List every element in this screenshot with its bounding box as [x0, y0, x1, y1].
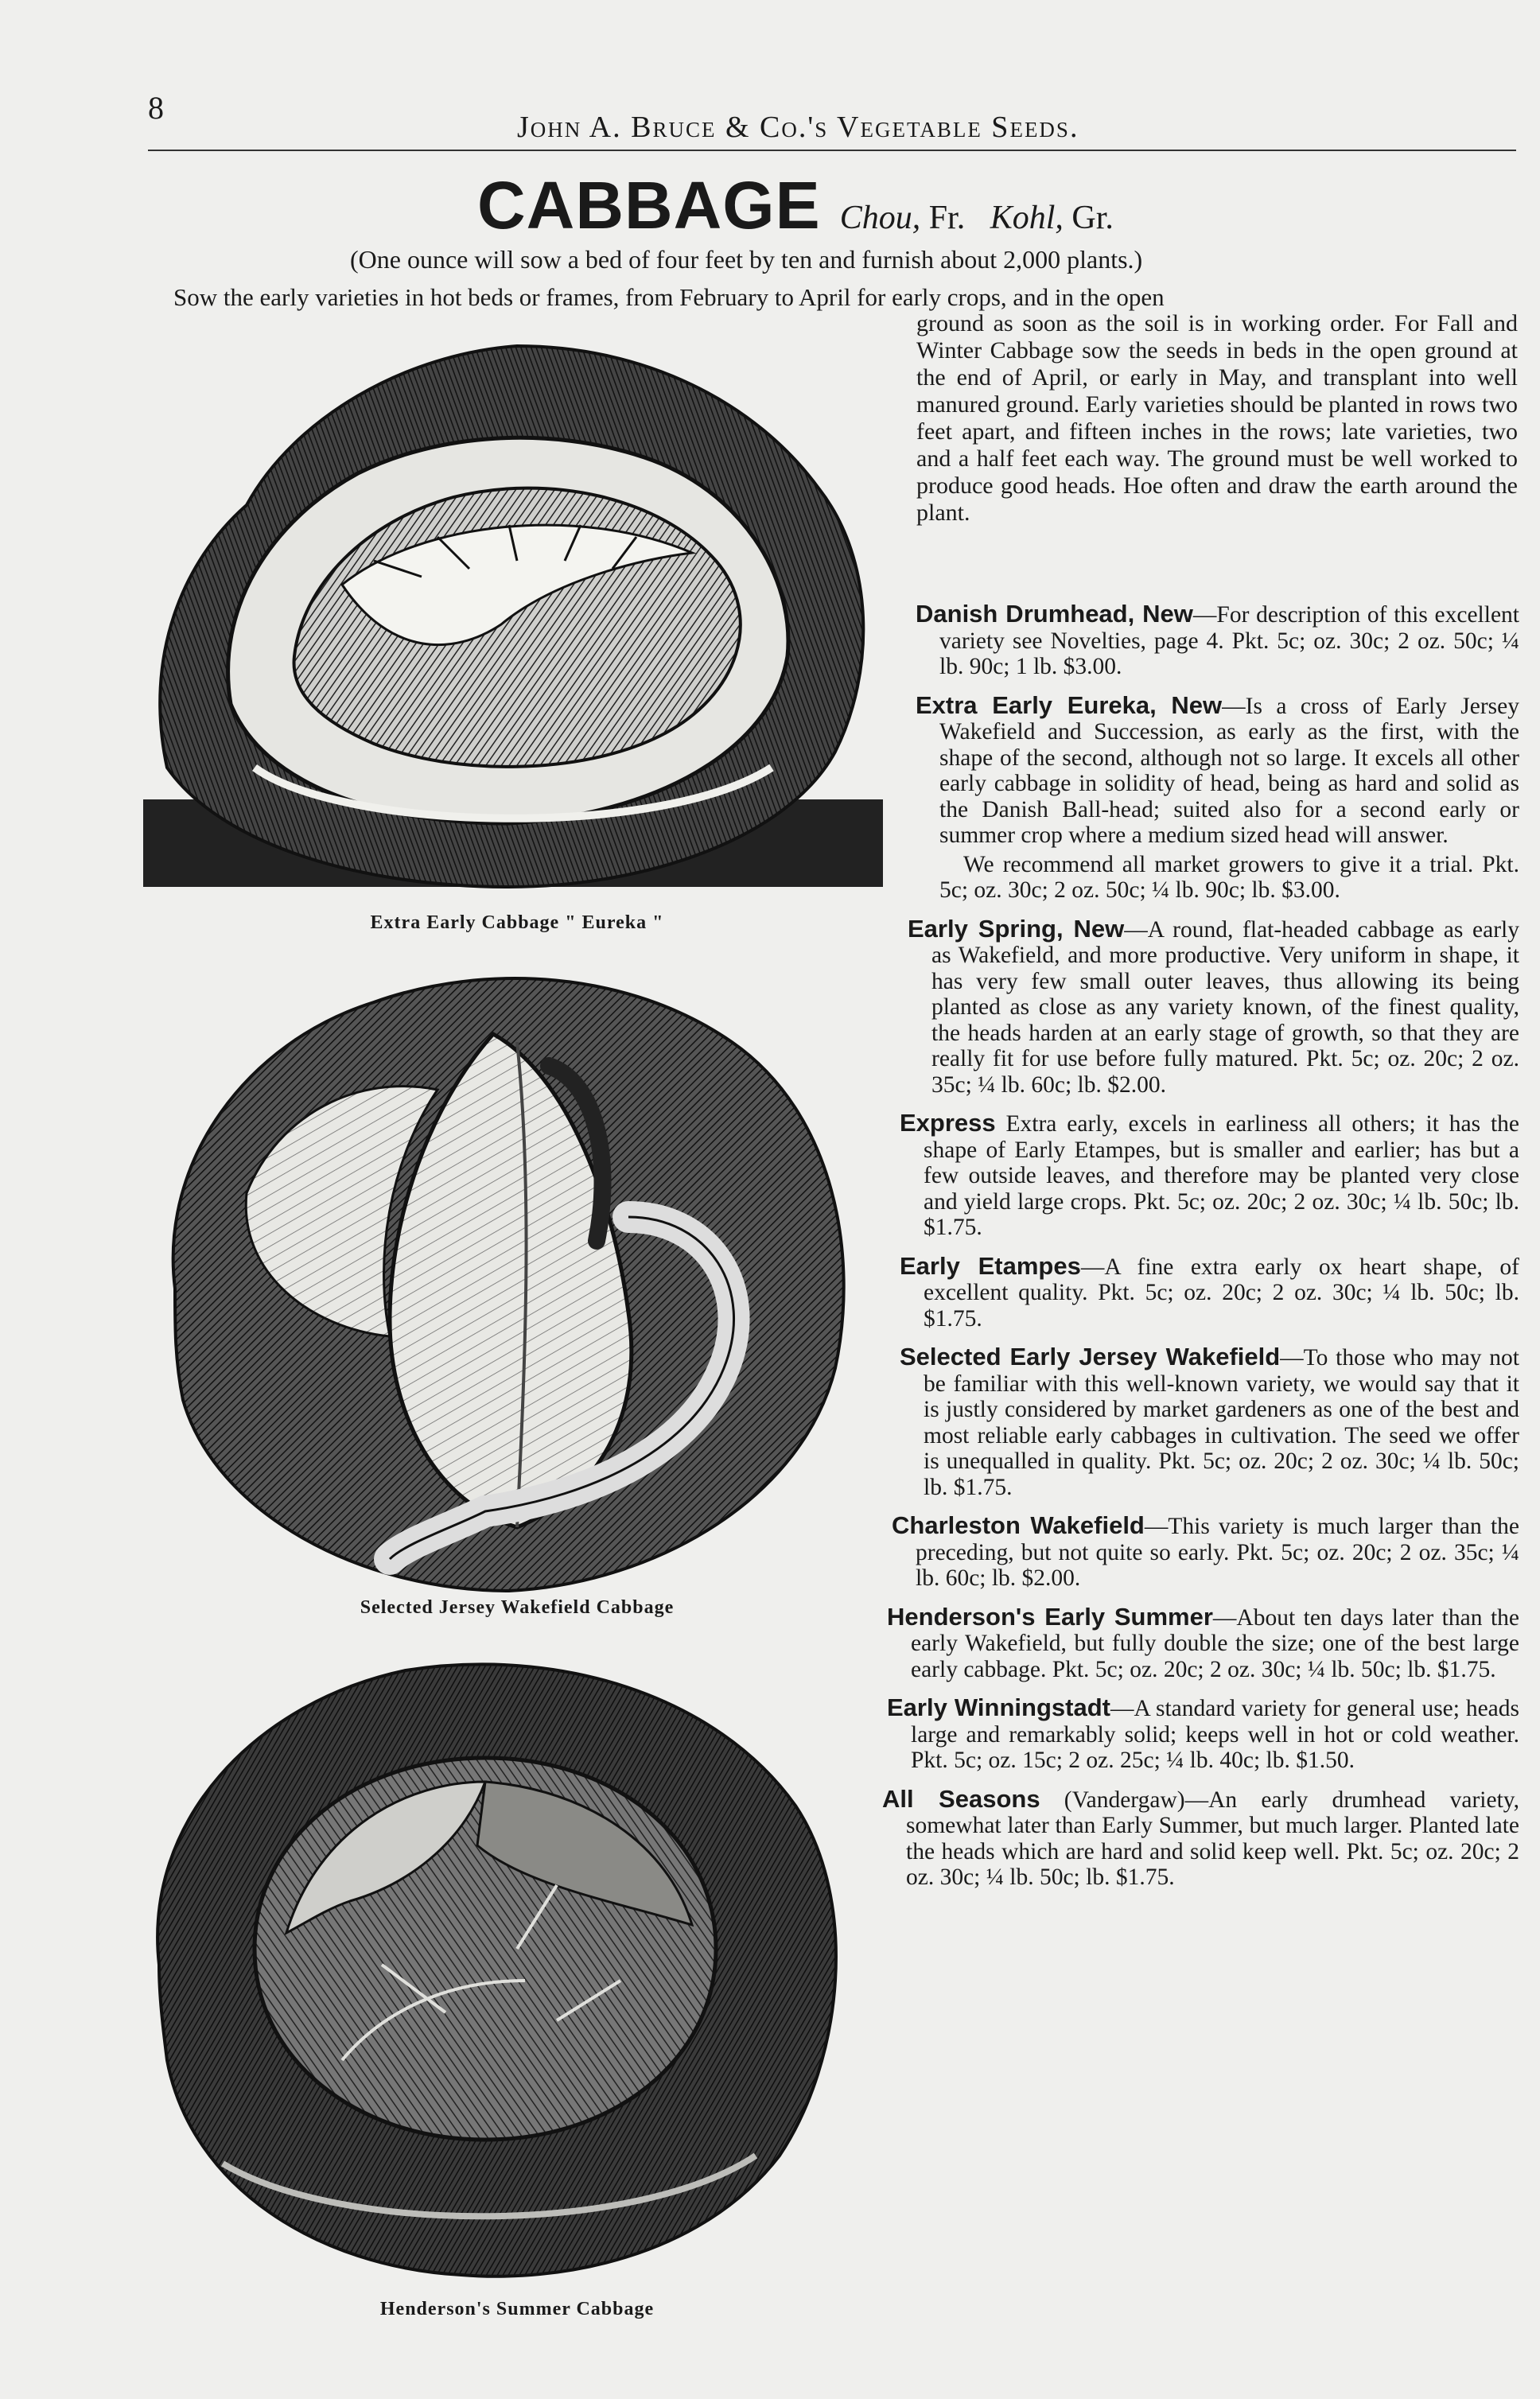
- cabbage-eureka-illustration: [135, 322, 891, 911]
- entry-name: Early Winningstadt: [887, 1693, 1110, 1721]
- page-title: CABBAGE: [477, 168, 821, 243]
- german-word: Kohl,: [990, 200, 1064, 236]
- entry-name: Express: [900, 1109, 996, 1137]
- entry-name: Early Etampes: [900, 1251, 1081, 1280]
- entry-name: Charleston Wakefield: [892, 1511, 1145, 1539]
- entry-name: Extra Early Eureka, New: [916, 690, 1223, 719]
- cabbage-wakefield-illustration: [151, 955, 867, 1599]
- entry-name: Selected Early Jersey Wakefield: [900, 1343, 1281, 1371]
- entry-name: Danish Drumhead, New: [916, 600, 1193, 628]
- entry-early-winningstadt: [887, 1695, 1519, 1774]
- entry-text: —A standard variety for general use; heads large and remarkably solid; keeps well in hot or cold weather. Pkt. 5c; oz. 15c; 2 oz. 25c; ¼ lb. 40c; lb. $1.50.: [911, 1696, 1519, 1773]
- entry-text: —A round, flat-headed cabbage as early as Wakefield, and more productive. Very uniform in shape, it has very few small outer leaves, thus allowing its being planted as close as any variety known, of the finest quality, the heads harden at an early stage of growth, so that they are really fit for use before fully matured. Pkt. 5c; oz. 20c; 2 oz. 35c; ¼ lb. 60c; lb. $2.00.: [931, 916, 1519, 1098]
- page-number: 8: [148, 90, 164, 126]
- variety-list: [882, 600, 1520, 1903]
- entry-name: Henderson's Early Summer: [887, 1602, 1213, 1631]
- caption-summer: Henderson's Summer Cabbage: [379, 2299, 655, 2319]
- entry-name: Early Spring, New: [908, 914, 1125, 943]
- entry-text: —Is a cross of Early Jersey Wakefield and Succession, as early as the first, with the shape of the second, although not so large. It excels all other early cabbage in solidity of head, being as hard and solid as the Danish Ball-head; suited also for a second early or summer crop where a medium sized head will answer.: [939, 693, 1519, 848]
- header-rule: [148, 150, 1516, 151]
- caption-eureka: Extra Early Cabbage " Eureka ": [370, 912, 664, 933]
- entry-express: [900, 1110, 1519, 1241]
- entry-hendersons-early-summer: [887, 1604, 1519, 1683]
- entry-text: —To those who may not be familiar with this well-known variety, we would say that it is justly considered by market gardeners as one of the best and most reliable early cabbages in cultivation. The seed we offer is unequalled in quality. Pkt. 5c; oz. 20c; 2 oz. 30c; ¼ lb. 50c; lb. $1.75.: [924, 1345, 1519, 1500]
- title-row: [477, 167, 1114, 244]
- entry-text: Extra early, excels in earliness all others; it has the shape of Early Etampes, but is smaller and earlier; has but a few outside leaves, and therefore may be planted very close and yield large crops. Pkt. 5c; oz. 20c; 2 oz. 30c; ¼ lb. 50c; lb. $1.75.: [924, 1111, 1519, 1240]
- entry-early-etampes: [900, 1251, 1520, 1332]
- entry-charleston-wakefield: [892, 1513, 1519, 1592]
- french-word: Chou,: [839, 200, 921, 236]
- entry-all-seasons: [882, 1784, 1519, 1891]
- intro-first-line: Sow the early varieties in hot beds or frames, from February to April for early crops, and in the open: [173, 283, 1165, 311]
- entry-extra-early-eureka: [916, 690, 1519, 849]
- entry-eureka-note: [916, 852, 1519, 904]
- running-head: John A. Bruce & Co.'s Vegetable Seeds.: [517, 111, 1079, 144]
- entry-danish-drumhead: [916, 601, 1519, 680]
- subtitle: (One ounce will sow a bed of four feet by ten and furnish about 2,000 plants.): [350, 245, 1143, 274]
- entry-text: —This variety is much larger than the preceding, but not quite so early. Pkt. 5c; oz. 20c; 2 oz. 35c; ¼ lb. 60c; lb. $2.00.: [916, 1514, 1519, 1591]
- entry-jersey-wakefield: [900, 1344, 1519, 1500]
- german-abbr: Gr.: [1071, 200, 1114, 236]
- intro-paragraph: ground as soon as the soil is in working order. For Fall and Winter Cabbage sow the seeds in beds in the open ground at the end of April, or early in May, and transplant into well manured ground. Early varieties should be planted in rows two feet apart, and fifteen inches in the rows; late varieties, two and a half feet each way. The ground must be well worked to produce good heads. Hoe often and draw the earth around the plant.: [916, 310, 1518, 526]
- french-abbr: Fr.: [928, 200, 966, 236]
- caption-wakefield: Selected Jersey Wakefield Cabbage: [360, 1597, 675, 1618]
- entry-text: —For description of this excellent variety see Novelties, page 4. Pkt. 5c; oz. 30c; 2 oz. 50c; ¼ lb. 90c; 1 lb. $3.00.: [939, 602, 1519, 679]
- entry-early-spring: [908, 916, 1519, 1098]
- entry-text: —About ten days later than the early Wakefield, but fully double the size; one of the best large early cabbage. Pkt. 5c; oz. 20c; 2 oz. 30c; ¼ lb. 50c; lb. $1.75.: [911, 1604, 1519, 1682]
- entry-text: We recommend all market growers to give it a trial. Pkt. 5c; oz. 30c; 2 oz. 50c; ¼ lb. 90c; lb. $3.00.: [939, 851, 1519, 903]
- entry-text: (Vandergaw)—An early drumhead variety, somewhat later than Early Summer, but much larger. Planted late the heads which are hard and solid keep well. Pkt. 5c; oz. 20c; 2 oz. 30c; ¼ lb. 50c; lb. $1.75.: [906, 1787, 1519, 1890]
- entry-text: —A fine extra early ox heart shape, of excellent quality. Pkt. 5c; oz. 20c; 2 oz. 30c; ¼ lb. 50c; lb. $1.75.: [924, 1254, 1520, 1332]
- entry-name: All Seasons: [882, 1784, 1040, 1813]
- title-translations: [840, 200, 1114, 236]
- cabbage-summer-illustration: [143, 1647, 851, 2283]
